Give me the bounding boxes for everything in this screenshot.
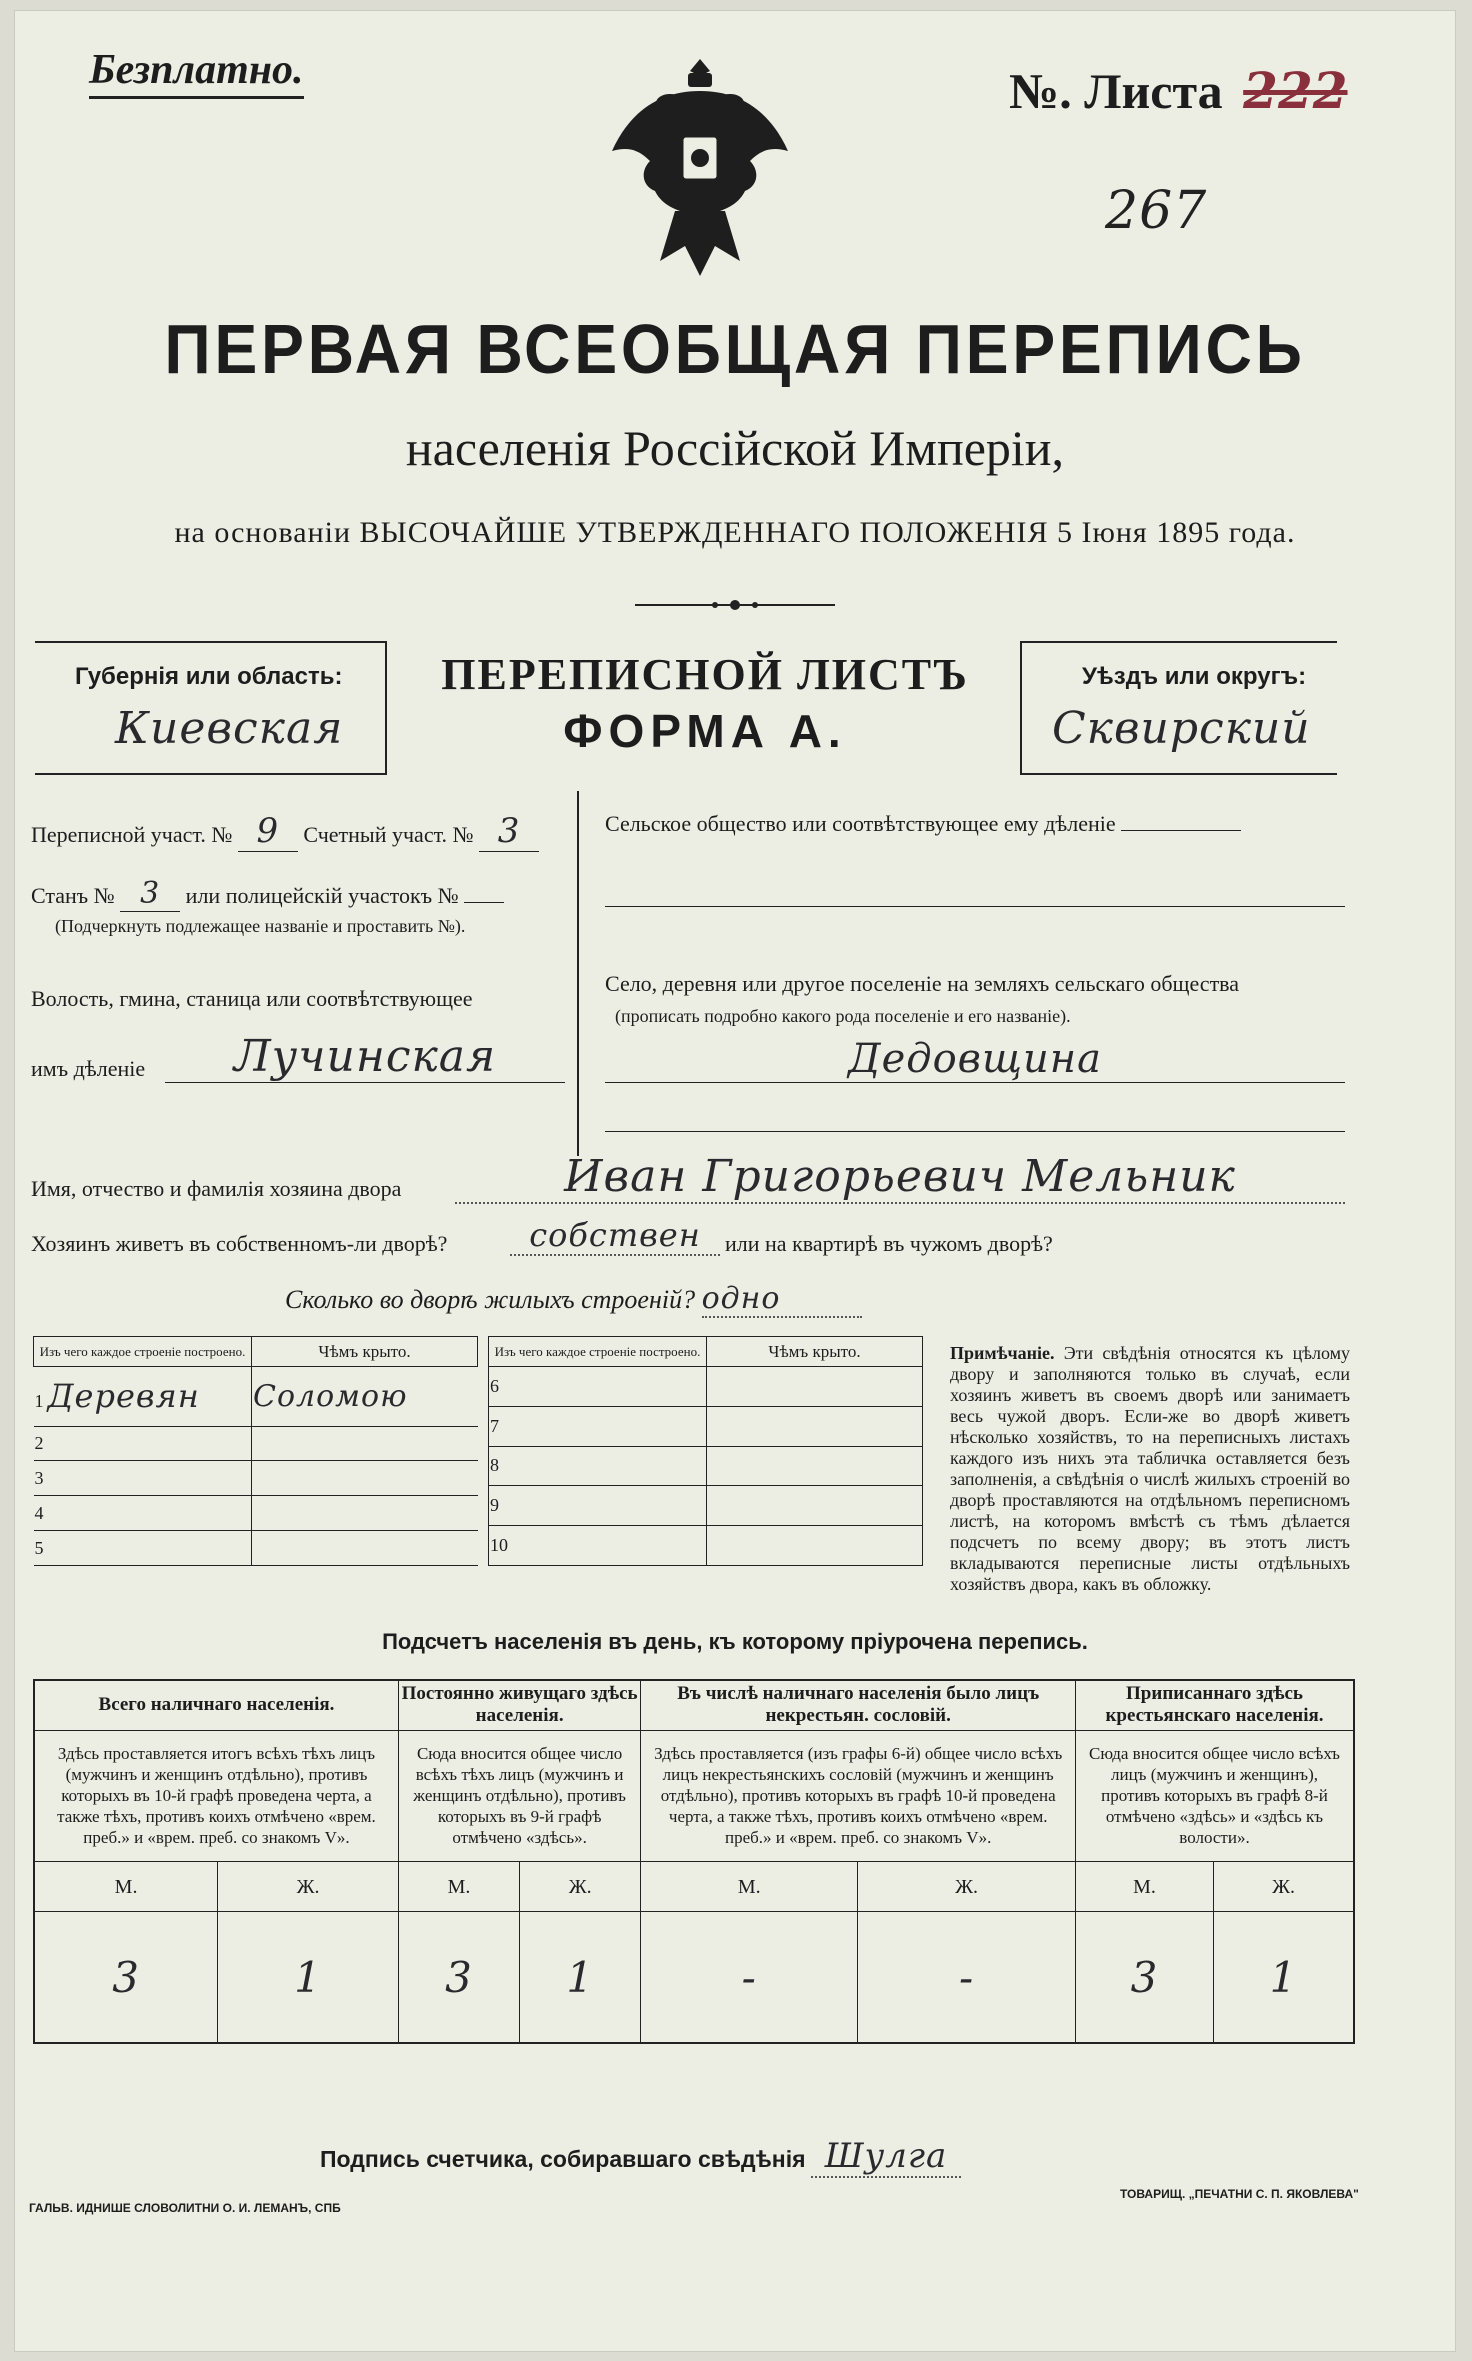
count-f-header: Ж. bbox=[520, 1861, 641, 1911]
village-value: Дедовщина bbox=[605, 1036, 1345, 1083]
district-box bbox=[1020, 641, 1337, 775]
buildings-row bbox=[34, 1426, 252, 1461]
footer-right-imprint: ТОВАРИЩ. „ПЕЧАТНИ С. П. ЯКОВЛЕВА" bbox=[1120, 2187, 1359, 2201]
count-f-header: Ж. bbox=[858, 1861, 1076, 1911]
building-roof bbox=[252, 1426, 478, 1461]
count-col4-text: Сюда вносится общее число всѣхъ лицъ (мужчинъ и женщинъ), противъ которыхъ въ графѣ 8-й отмѣчено «здѣсь» и «здѣсь къ волости». bbox=[1076, 1730, 1354, 1861]
form-title-box bbox=[395, 641, 1015, 771]
census-basis: на основаніи ВЫСОЧАЙШЕ УТВЕРЖДЕННАГО ПОЛОЖЕНІЯ 5 Іюня 1895 года. bbox=[174, 516, 1296, 549]
owner-lives-label-2: или на квартирѣ въ чужомъ дворѣ? bbox=[725, 1231, 1053, 1256]
camp-label: Станъ № bbox=[31, 883, 115, 908]
footer-left-imprint: ГАЛЬВ. ИДНИШЕ СЛОВОЛИТНИ О. И. ЛЕМАНЪ, СПБ bbox=[29, 2201, 341, 2215]
buildings-col-material: Изъ чего каждое строеніе построено. bbox=[34, 1337, 252, 1367]
count-value: 1 bbox=[218, 1912, 399, 2043]
volost-label: Волость, гмина, станица или соотвѣтствующее bbox=[31, 986, 473, 1011]
buildings-col-roof: Чѣмъ крыто. bbox=[707, 1337, 923, 1367]
signature-label: Подпись счетчика, собиравшаго свѣдѣнія bbox=[320, 2146, 806, 2172]
row-number: 4 bbox=[34, 1502, 44, 1523]
building-roof bbox=[707, 1486, 923, 1526]
row-number: 6 bbox=[490, 1375, 499, 1396]
location-divider bbox=[577, 791, 579, 1156]
count-col2-title: Постоянно живущаго здѣсь населенія. bbox=[398, 1680, 640, 1730]
village-note: (прописать подробно какого рода поселеніе и его названіе). bbox=[615, 1006, 1071, 1026]
police-value-line bbox=[464, 902, 504, 903]
buildings-row bbox=[34, 1496, 252, 1531]
buildings-label: Сколько во дворѣ жилыхъ строеній? bbox=[285, 1285, 696, 1314]
count-title: Подсчетъ населенія въ день, къ которому пріурочена перепись. bbox=[382, 1629, 1088, 1654]
province-box bbox=[35, 641, 387, 775]
buildings-row bbox=[489, 1526, 707, 1566]
volost-value: Лучинская bbox=[165, 1031, 565, 1083]
buildings-row bbox=[489, 1486, 707, 1526]
count-col4-title: Приписаннаго здѣсь крестьянскаго населенія. bbox=[1076, 1680, 1354, 1730]
building-roof bbox=[707, 1446, 923, 1486]
buildings-row bbox=[285, 1281, 862, 1318]
row-number: 9 bbox=[490, 1495, 499, 1516]
census-subtitle: населенія Россійской Имперіи, bbox=[405, 420, 1065, 476]
signature-row bbox=[320, 2136, 961, 2178]
buildings-value: одно bbox=[702, 1281, 862, 1318]
building-roof: Соломою bbox=[252, 1367, 478, 1427]
building-roof bbox=[252, 1461, 478, 1496]
village-value-line-2 bbox=[605, 1131, 1345, 1132]
row-number: 10 bbox=[490, 1535, 508, 1556]
count-col3-text: Здѣсь проставляется (изъ графы 6-й) общее число всѣхъ лицъ некрестьянскихъ сословій (мужчинъ и женщинъ отдѣльно), противъ которыхъ въ графѣ 10-й проведена черта, а также тѣхъ, противъ коихъ отмѣчено «врем. преб.» и «врем. преб. со знакомъ V». bbox=[641, 1730, 1076, 1861]
buildings-col-roof: Чѣмъ крыто. bbox=[252, 1337, 478, 1367]
count-col3-title: Въ числѣ наличнаго населенія было лицъ некрестьян. сословій. bbox=[641, 1680, 1076, 1730]
census-section-value: 9 bbox=[238, 811, 298, 852]
form-name: ФОРМА А. bbox=[563, 705, 847, 757]
buildings-row bbox=[34, 1461, 252, 1496]
count-m-header: М. bbox=[1076, 1861, 1214, 1911]
row-number: 3 bbox=[34, 1467, 44, 1488]
count-col1-text: Здѣсь проставляется итогъ всѣхъ тѣхъ лицъ (мужчинъ и женщинъ отдѣльно), противъ которыхъ въ 10-й графѣ проведена черта, а также тѣхъ, противъ коихъ отмѣчено «врем. преб.» и «врем. преб. со знакомъ V». bbox=[34, 1730, 398, 1861]
census-section-label: Переписной участ. № bbox=[31, 822, 233, 847]
count-value: 1 bbox=[1214, 1912, 1354, 2043]
building-roof bbox=[707, 1367, 923, 1407]
count-f-header: Ж. bbox=[218, 1861, 399, 1911]
building-roof bbox=[252, 1531, 478, 1566]
count-value: - bbox=[641, 1912, 858, 2043]
buildings-table-right bbox=[488, 1336, 923, 1566]
buildings-table bbox=[33, 1336, 923, 1566]
note-text: Эти свѣдѣнія относятся къ цѣлому двору и заполняются только въ случаѣ, если хозяинъ живетъ въ своемъ дворѣ или занимаетъ весь чужой дворъ. Если-же во дворѣ живетъ нѣсколько хозяйствъ, то на переписныхъ листахъ каждого изъ нихъ эта табличка оставляется безъ заполненія, а свѣдѣнія о числѣ жилыхъ строеній во дворѣ проставляются на отдѣльномъ переписномъ листѣ, на которомъ вмѣстѣ съ тѣмъ дѣлается подсчетъ по всему двору; въ этотъ листъ вкладываются переписные листы отдѣльныхъ хозяйствъ двора, какъ въ обложку. bbox=[950, 1343, 1351, 1594]
owner-name-value: Иван Григорьевич Мельник bbox=[455, 1151, 1345, 1204]
owner-name-label: Имя, отчество и фамилія хозяина двора bbox=[31, 1176, 402, 1201]
buildings-row bbox=[489, 1406, 707, 1446]
sheet-number-field bbox=[1009, 61, 1348, 120]
camp-row bbox=[31, 876, 561, 912]
imperial-eagle-emblem bbox=[600, 51, 800, 291]
ornament-divider bbox=[635, 596, 835, 614]
signature-value: Шулга bbox=[811, 2136, 961, 2178]
buildings-row bbox=[489, 1367, 707, 1407]
count-section-label: Счетный участ. № bbox=[303, 822, 474, 847]
province-label: Губернія или область: bbox=[75, 663, 343, 690]
building-material: Деревян bbox=[47, 1377, 200, 1416]
police-note: (Подчеркнуть подлежащее названіе и проставить №). bbox=[55, 916, 466, 936]
row-number: 7 bbox=[490, 1415, 499, 1436]
building-roof bbox=[252, 1496, 478, 1531]
buildings-note bbox=[950, 1343, 1350, 1595]
row-number: 2 bbox=[34, 1432, 44, 1453]
society-value-line-2 bbox=[605, 906, 1345, 907]
count-m-header: М. bbox=[641, 1861, 858, 1911]
count-col2-text: Сюда вносится общее число всѣхъ тѣхъ лицъ (мужчинъ и женщинъ отдѣльно), противъ которыхъ въ 9-й графѣ отмѣчено «здѣсь». bbox=[398, 1730, 640, 1861]
row-number: 8 bbox=[490, 1455, 499, 1476]
province-value: Киевская bbox=[115, 703, 344, 754]
count-section-value: 3 bbox=[479, 811, 539, 852]
form-title: ПЕРЕПИСНОЙ ЛИСТЪ bbox=[441, 650, 969, 699]
count-value: 1 bbox=[520, 1912, 641, 2043]
village-label: Село, деревня или другое поселеніе на земляхъ сельскаго общества bbox=[605, 971, 1240, 996]
population-count-table bbox=[33, 1679, 1355, 2044]
row-number: 5 bbox=[34, 1537, 44, 1558]
count-m-header: М. bbox=[34, 1861, 218, 1911]
count-value: 3 bbox=[1076, 1912, 1214, 2043]
society-row bbox=[605, 811, 1375, 837]
sheet-old-number: 222 bbox=[1243, 61, 1348, 120]
count-m-header: М. bbox=[398, 1861, 519, 1911]
count-value: 3 bbox=[34, 1912, 218, 2043]
buildings-col-material: Изъ чего каждое строеніе построено. bbox=[489, 1337, 707, 1367]
note-heading: Примѣчаніе. bbox=[950, 1343, 1055, 1363]
buildings-row bbox=[489, 1446, 707, 1486]
society-label: Сельское общество или соотвѣтствующее ему дѣленіе bbox=[605, 811, 1116, 836]
count-value: - bbox=[858, 1912, 1076, 2043]
census-form-page bbox=[14, 10, 1456, 2352]
building-roof bbox=[707, 1526, 923, 1566]
district-value: Сквирский bbox=[1052, 703, 1311, 754]
volost-label-2: имъ дѣленіе bbox=[31, 1056, 146, 1081]
police-label: или полицейскій участокъ № bbox=[185, 883, 459, 908]
sheet-new-number: 267 bbox=[1105, 181, 1208, 241]
census-title: ПЕРВАЯ ВСЕОБЩАЯ ПЕРЕПИСЬ bbox=[164, 310, 1306, 388]
form-header-band bbox=[35, 641, 1335, 776]
row-number: 1 bbox=[34, 1391, 44, 1412]
sheet-number-label: №. Листа bbox=[1009, 63, 1223, 119]
buildings-row bbox=[34, 1531, 252, 1566]
owner-lives-value: собствен bbox=[510, 1216, 720, 1256]
buildings-row bbox=[34, 1367, 252, 1427]
count-col1-title: Всего наличнаго населенія. bbox=[34, 1680, 398, 1730]
society-value-line bbox=[1121, 830, 1241, 831]
building-roof bbox=[707, 1406, 923, 1446]
buildings-table-left bbox=[33, 1336, 478, 1566]
camp-value: 3 bbox=[120, 876, 180, 912]
count-value: 3 bbox=[398, 1912, 519, 2043]
owner-lives-label: Хозяинъ живетъ въ собственномъ-ли дворѣ? bbox=[31, 1231, 448, 1256]
district-label: Уѣздъ или округъ: bbox=[1082, 663, 1307, 690]
census-section-row bbox=[31, 811, 561, 852]
free-label: Безплатно. bbox=[89, 46, 304, 99]
count-f-header: Ж. bbox=[1214, 1861, 1354, 1911]
